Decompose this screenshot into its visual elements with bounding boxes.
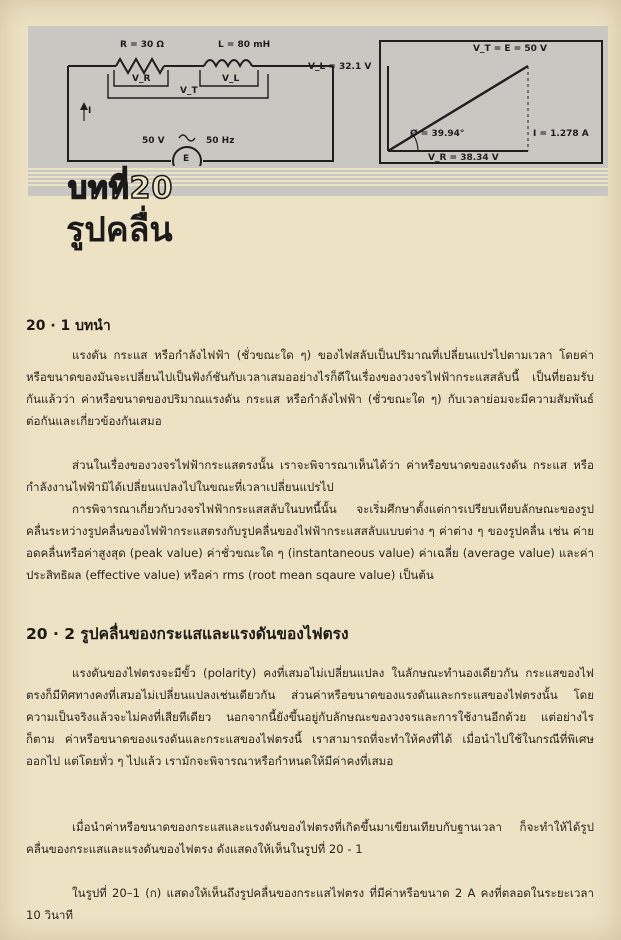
current-arrow-icon: [80, 102, 88, 110]
section-heading-20-2: 20 · 2 รูปคลื่นของกระแสและแรงดันของไฟตรง: [26, 625, 349, 643]
vt-label: V_T: [180, 86, 198, 96]
paragraph: แรงดันของไฟตรงจะมีขั้ว (polarity) คงที่เสมอไม่เปลี่ยนแปลง ในลักษณะทำนองเดียวกัน กระแสของไฟตรงก็มีทิศทางคงที่เสมอไม่เปลี่ยนแปลงเช่นเดียวกัน ส่วนค่าหรือขนาดของแรงดันและกระแสของไฟตรงนั้น โดยความเป็นจริงแล้วจะไม่คงที่เสียทีเดียว นอกจากนี้ยังขึ้นอยู่กับลักษณะของวงจรและการใช้งานอีกด้วย แต่อย่างไรก็ตาม ค่าหรือขนาดของแรงดันและกระแสของไฟตรงนี้ เราสามารถที่จะทำให้คงที่ได้ เมื่อนำไปใช้ในกรณีที่พิเศษออกไป แต่โดยทั่ว ๆ ไปแล้ว เรามักจะพิจารณาหรือกำหนดให้มีค่าคงที่เสมอ: [26, 666, 594, 768]
resistor-symbol: [116, 59, 164, 73]
inductor-symbol: [204, 60, 252, 66]
vr-label: V_R: [132, 74, 151, 84]
vt-equation: V_T = E = 50 V: [473, 44, 547, 54]
current-label: I: [88, 106, 92, 116]
source-frequency-label: 50 Hz: [206, 136, 235, 146]
resistor-value-label: R = 30 Ω: [120, 40, 165, 50]
vr-equation: V_R = 38.34 V: [428, 153, 499, 163]
paragraph: ในรูปที่ 20–1 (ก) แสดงให้เห็นถึงรูปคลื่นของกระแสไฟตรง ที่มีค่าหรือขนาด 2 A คงที่ตลอดในระยะเวลา 10 วินาที: [26, 886, 594, 922]
paragraph: การพิจารณาเกี่ยวกับวงจรไฟฟ้ากระแสสลับในบทนี้นั้น จะเริ่มศึกษาตั้งแต่การเปรียบเทียบลักษณะของรูปคลื่นระหว่างรูปคลื่นของไฟฟ้ากระแสตรงกับรูปคลื่นของไฟฟ้ากระแสสลับแบบต่าง ๆ ค่าต่าง ๆ ของรูปคลื่น เช่น ค่ายอดคลื่นหรือค่าสูงสุด (peak value) ค่าชั่วขณะใด ๆ (instantaneous value) ค่าเฉลี่ย (average value) และค่าประสิทธิผล (effective value) หรือค่า rms (root mean sqaure value) เป็นต้น: [26, 502, 594, 582]
vl-label: V_L: [222, 74, 240, 84]
sine-wave-icon: [179, 135, 195, 141]
current-equation: I = 1.278 A: [533, 129, 589, 139]
chapter-number-banner: บทที่20: [68, 171, 174, 206]
section-heading-20-1: 20 · 1 บทนำ: [26, 318, 111, 334]
phasor-box: [380, 41, 602, 163]
vl-equation: V_L = 32.1 V: [308, 62, 372, 72]
source-voltage-label: 50 V: [142, 136, 165, 146]
inductor-value-label: L = 80 mH: [218, 40, 271, 50]
phase-angle-label: Ø = 39.94°: [410, 129, 465, 139]
chapter-title: รูปคลื่น: [66, 210, 173, 250]
paragraph: แรงดัน กระแส หรือกำลังไฟฟ้า (ชั่วขณะใด ๆ) ของไฟสลับเป็นปริมาณที่เปลี่ยนแปรไปตามเวลา โดยค่าหรือขนาดของมันจะเปลี่ยนไปเป็นฟังก์ชันกับเวลาเสมออย่างไรก็ดีในเรื่องของวงจรไฟฟ้ากระแสสลับนี้ เป็นที่ยอมรับกันแล้วว่า ค่าหรือขนาดของปริมาณแรงดัน กระแส หรือกำลังไฟฟ้า (ชั่วขณะใด ๆ) กับเวลาย่อมจะมีความสัมพันธ์ต่อกันและเกี่ยวข้องกันเสมอ: [26, 348, 594, 428]
source-symbol-label: E: [183, 154, 190, 164]
paragraph: เมื่อนำค่าหรือขนาดของกระแสและแรงดันของไฟตรงที่เกิดขึ้นมาเขียนเทียบกับฐานเวลา ก็จะทำให้ได้รูปคลื่นของกระแสและแรงดันของไฟตรง ดังแสดงให้เห็นในรูปที่ 20 - 1: [26, 820, 594, 856]
paragraph: ส่วนในเรื่องของวงจรไฟฟ้ากระแสตรงนั้น เราจะพิจารณาเห็นได้ว่า ค่าหรือขนาดของแรงดัน กระแส หรือกำลังงานไฟฟ้ามิได้เปลี่ยนแปลงไปในขณะที่เวลาเปลี่ยนแปรไป: [26, 458, 594, 494]
